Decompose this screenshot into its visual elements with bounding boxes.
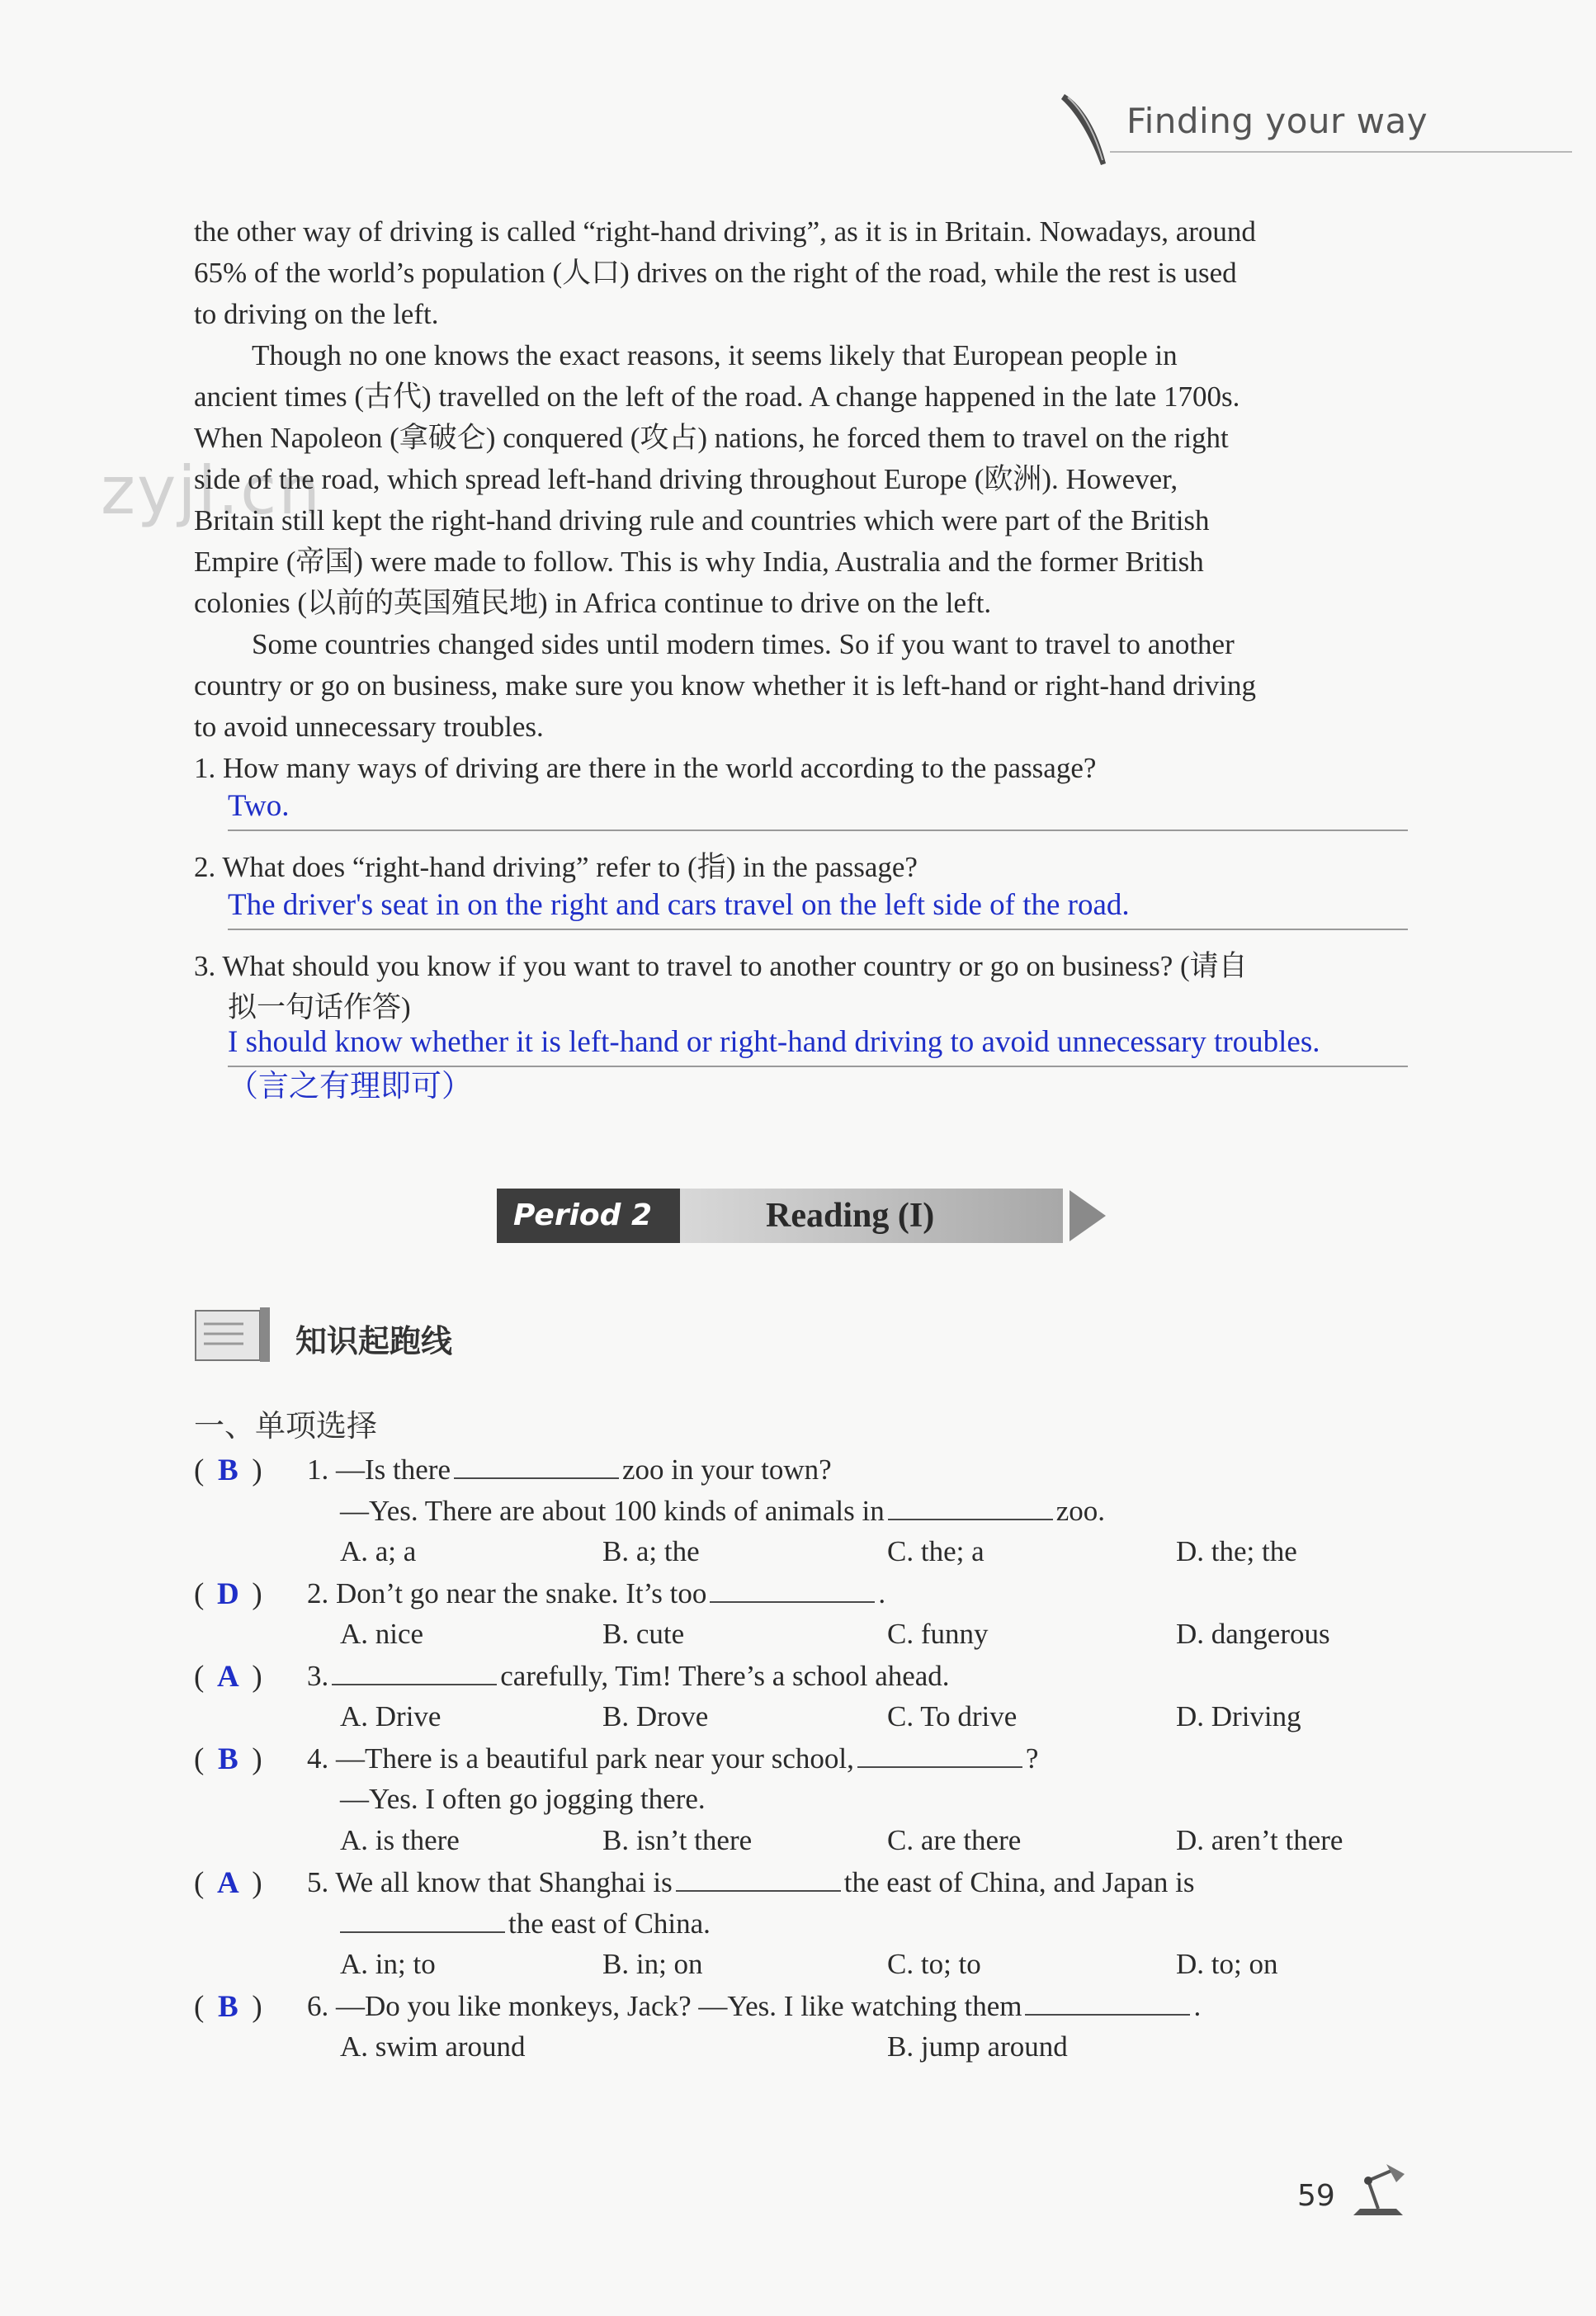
option-a: A. a; a — [340, 1535, 417, 1567]
option-c: C. are there — [887, 1824, 1022, 1856]
passage-line: Britain still kept the right-hand driving rule and countries which were part of the British — [194, 504, 1210, 536]
option-b: B. jump around — [887, 2030, 1068, 2063]
option-c: C. the; a — [887, 1535, 985, 1567]
option-a: A. swim around — [340, 2030, 526, 2063]
question-3-cont: 拟一句话作答) — [228, 991, 411, 1023]
answer-choice: B — [217, 1990, 238, 2024]
passage-line: ancient times (古代) travelled on the left of the road. A change happened in the late 1700s. — [194, 380, 1240, 413]
option-b: B. Drove — [602, 1700, 709, 1732]
answer-choice: A — [216, 1660, 239, 1694]
option-c: C. to; to — [887, 1948, 981, 1980]
option-d: D. the; the — [1176, 1535, 1297, 1567]
passage-line: When Napoleon (拿破仑) conquered (攻占) nations, he forced them to travel on the right — [194, 422, 1229, 454]
mcq-stem: 3. carefully, Tim! There’s a school ahead. — [307, 1660, 950, 1692]
blank — [676, 1865, 841, 1892]
answer-3: I should know whether it is left-hand or right-hand driving to avoid unnecessary troubles. — [228, 1025, 1320, 1059]
option-b: B. in; on — [602, 1948, 703, 1980]
option-a: A. nice — [340, 1618, 424, 1650]
passage-line: Though no one knows the exact reasons, it seems likely that European people in — [252, 339, 1178, 371]
passage-line: colonies (以前的英国殖民地) in Africa continue to drive on the left. — [194, 587, 992, 619]
notebook-icon — [194, 1306, 273, 1364]
period-label: Period 2 — [497, 1189, 680, 1243]
mcq-stem-line2: —Yes. I often go jogging there. — [340, 1783, 706, 1815]
mcq-stem: 1. —Is there zoo in your town? — [307, 1453, 832, 1486]
blank — [340, 1907, 505, 1933]
period-title: Reading (I) — [680, 1189, 1063, 1243]
answer-line — [228, 929, 1408, 930]
mcq-stem-line2: the east of China. — [340, 1907, 711, 1940]
passage-line: country or go on business, make sure you know whether it is left-hand or right-hand driving — [194, 669, 1256, 702]
option-b: B. cute — [602, 1618, 685, 1650]
arrow-right-icon — [1070, 1190, 1106, 1241]
passage-line: to avoid unnecessary troubles. — [194, 711, 544, 743]
mcq-stem: 5. We all know that Shanghai is the east of China, and Japan is — [307, 1866, 1195, 1898]
option-d: D. aren’t there — [1176, 1824, 1343, 1856]
answer-2: The driver's seat in on the right and cars travel on the left side of the road. — [228, 888, 1130, 922]
blank — [332, 1659, 497, 1685]
passage-line: Empire (帝国) were made to follow. This is why India, Australia and the former British — [194, 546, 1204, 578]
question-2: 2. What does “right-hand driving” refer to (指) in the passage? — [194, 851, 918, 883]
passage-line: the other way of driving is called “right-hand driving”, as it is in Britain. Nowadays, around — [194, 215, 1256, 248]
blank — [454, 1453, 619, 1479]
passage-line: Some countries changed sides until modern times. So if you want to travel to another — [252, 628, 1235, 660]
blank — [888, 1494, 1053, 1520]
option-c: C. funny — [887, 1618, 989, 1650]
option-a: A. is there — [340, 1824, 460, 1856]
option-d: D. dangerous — [1176, 1618, 1330, 1650]
section-subheading: 一、单项选择 — [194, 1408, 377, 1444]
question-1: 1. How many ways of driving are there in the world according to the passage? — [194, 752, 1097, 784]
option-d: D. Driving — [1176, 1700, 1301, 1732]
answer-3-note: （言之有理即可） — [228, 1070, 472, 1104]
quill-pen-icon — [1058, 89, 1116, 172]
header-title: Finding your way — [1126, 101, 1428, 141]
mcq-stem: 2. Don’t go near the snake. It’s too . — [307, 1577, 886, 1609]
page-number: 59 — [1297, 2179, 1335, 2213]
answer-choice: D — [216, 1577, 239, 1611]
answer-line — [228, 830, 1408, 831]
mcq-stem: 6. —Do you like monkeys, Jack? —Yes. I like watching them . — [307, 1990, 1202, 2022]
mcq-item: ( A ) — [194, 1866, 262, 1900]
blank — [857, 1742, 1022, 1768]
mcq-item: ( D ) — [194, 1577, 262, 1611]
option-c: C. To drive — [887, 1700, 1018, 1732]
watermark: zyjl.cn — [101, 452, 322, 529]
answer-choice: A — [216, 1866, 239, 1900]
mcq-item: ( B ) — [194, 1990, 262, 2024]
passage-line: to driving on the left. — [194, 298, 439, 330]
option-b: B. a; the — [602, 1535, 700, 1567]
desk-lamp-icon — [1345, 2156, 1411, 2222]
answer-choice: B — [217, 1742, 238, 1776]
option-a: A. Drive — [340, 1700, 441, 1732]
passage-line: 65% of the world’s population (人口) drives on the right of the road, while the rest is used — [194, 257, 1237, 289]
header-divider — [1110, 151, 1572, 153]
mcq-stem-line2: —Yes. There are about 100 kinds of animals in zoo. — [340, 1495, 1106, 1527]
mcq-stem: 4. —There is a beautiful park near your school, ? — [307, 1742, 1039, 1775]
mcq-item: ( B ) — [194, 1742, 262, 1776]
mcq-item: ( A ) — [194, 1660, 262, 1694]
mcq-item: ( B ) — [194, 1453, 262, 1487]
blank — [710, 1576, 875, 1603]
passage-line: side of the road, which spread left-hand driving throughout Europe (欧洲). However, — [194, 463, 1178, 495]
answer-1: Two. — [228, 789, 290, 823]
option-a: A. in; to — [340, 1948, 436, 1980]
option-d: D. to; on — [1176, 1948, 1278, 1980]
question-3: 3. What should you know if you want to travel to another country or go on business? (请自 — [194, 950, 1248, 982]
section-heading: 知识起跑线 — [295, 1323, 453, 1359]
blank — [1025, 1989, 1190, 2016]
answer-choice: B — [217, 1453, 238, 1487]
option-b: B. isn’t there — [602, 1824, 753, 1856]
